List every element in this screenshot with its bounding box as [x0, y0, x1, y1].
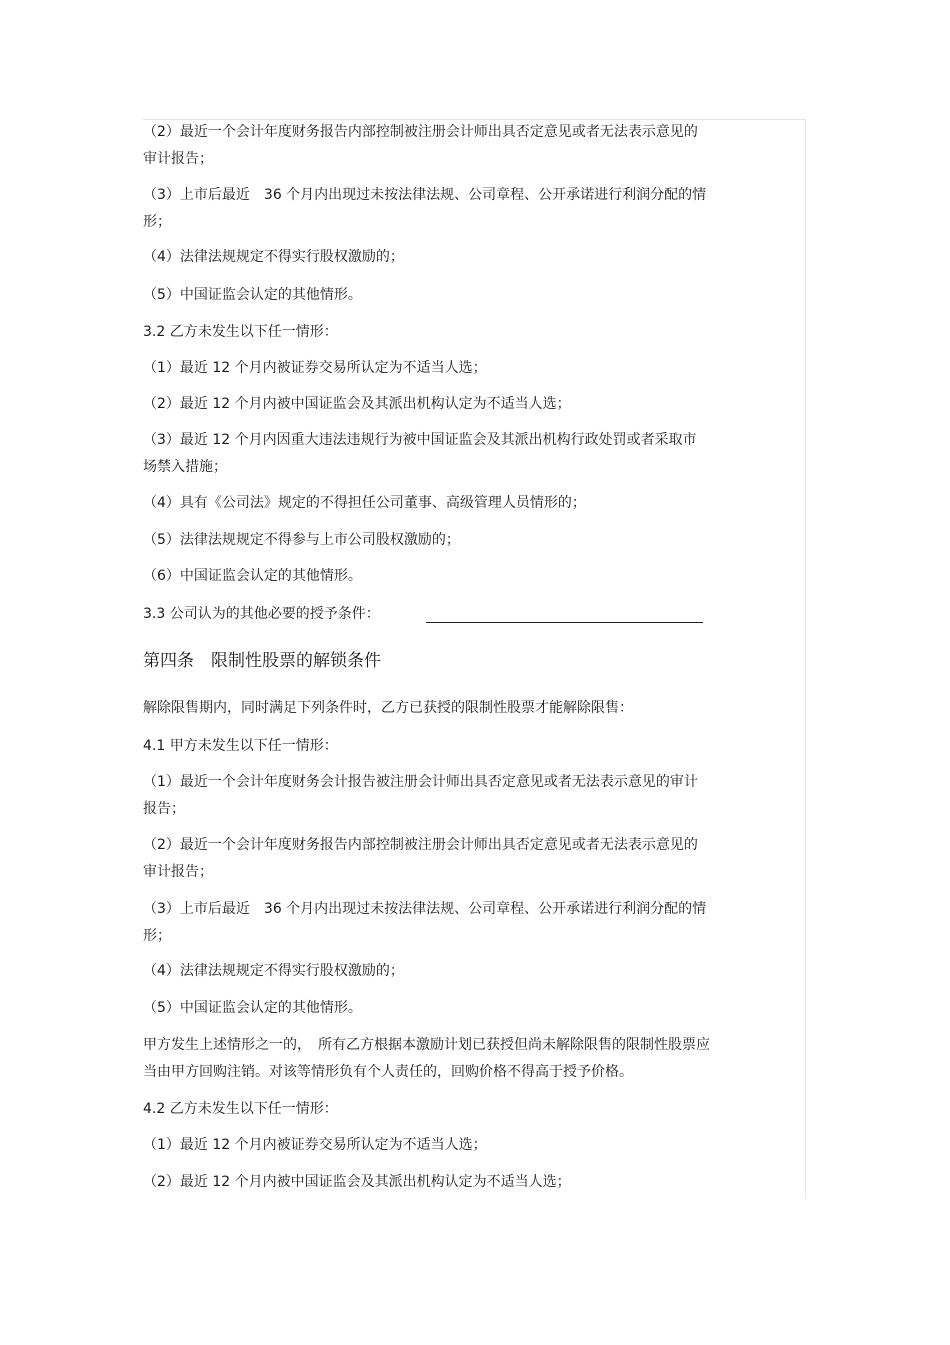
text-line: （6）中国证监会认定的其他情形。: [143, 568, 362, 584]
section-label: 4.1 甲方未发生以下任一情形：: [143, 738, 338, 754]
text-line: 报告；: [143, 801, 185, 817]
article-heading: 第四条 限制性股票的解锁条件: [143, 651, 381, 671]
text-line: 甲方发生上述情形之一的， 所有乙方根据本激励计划已获授但尚未解除限售的限制性股票应: [143, 1037, 710, 1053]
text-line: （3）上市后最近 36 个月内出现过未按法律法规、公司章程、公开承诺进行利润分配的情: [143, 187, 707, 203]
text-line: 审计报告；: [143, 864, 213, 880]
text-line: （5）中国证监会认定的其他情形。: [143, 287, 362, 303]
text-line: （2）最近 12 个月内被中国证监会及其派出机构认定为不适当人选；: [143, 1174, 571, 1190]
text-line: （4）法律法规规定不得实行股权激励的；: [143, 249, 404, 265]
text-line: 形；: [143, 928, 171, 944]
text-line: （2）最近一个会计年度财务报告内部控制被注册会计师出具否定意见或者无法表示意见的: [143, 837, 698, 853]
text-line: 审计报告；: [143, 151, 213, 167]
text-line: 场禁入措施；: [143, 459, 227, 475]
text-line: （2）最近一个会计年度财务报告内部控制被注册会计师出具否定意见或者无法表示意见的: [143, 124, 698, 140]
text-line: （1）最近 12 个月内被证券交易所认定为不适当人选；: [143, 1137, 487, 1153]
text-line: （5）法律法规规定不得参与上市公司股权激励的；: [143, 532, 460, 548]
text-line: （1）最近一个会计年度财务会计报告被注册会计师出具否定意见或者无法表示意见的审计: [143, 774, 698, 790]
fill-in-blank: [426, 622, 703, 623]
text-line: 形；: [143, 214, 171, 230]
section-label: 3.2 乙方未发生以下任一情形：: [143, 324, 338, 340]
text-line: （4）法律法规规定不得实行股权激励的；: [143, 963, 404, 979]
text-line: （3）最近 12 个月内因重大违法违规行为被中国证监会及其派出机构行政处罚或者采取市: [143, 432, 697, 448]
section-label: 3.3 公司认为的其他必要的授予条件：: [143, 606, 380, 622]
section-label: 4.2 乙方未发生以下任一情形：: [143, 1101, 338, 1117]
text-line: 当由甲方回购注销。对该等情形负有个人责任的，回购价格不得高于授予价格。: [143, 1064, 633, 1080]
text-line: （3）上市后最近 36 个月内出现过未按法律法规、公司章程、公开承诺进行利润分配的情: [143, 901, 707, 917]
text-line: （1）最近 12 个月内被证券交易所认定为不适当人选；: [143, 360, 487, 376]
text-line: （5）中国证监会认定的其他情形。: [143, 1000, 362, 1016]
text-line: （4）具有《公司法》规定的不得担任公司董事、高级管理人员情形的；: [143, 495, 586, 511]
text-line: （2）最近 12 个月内被中国证监会及其派出机构认定为不适当人选；: [143, 396, 571, 412]
text-line: 解除限售期内，同时满足下列条件时，乙方已获授的限制性股票才能解除限售：: [143, 700, 633, 716]
